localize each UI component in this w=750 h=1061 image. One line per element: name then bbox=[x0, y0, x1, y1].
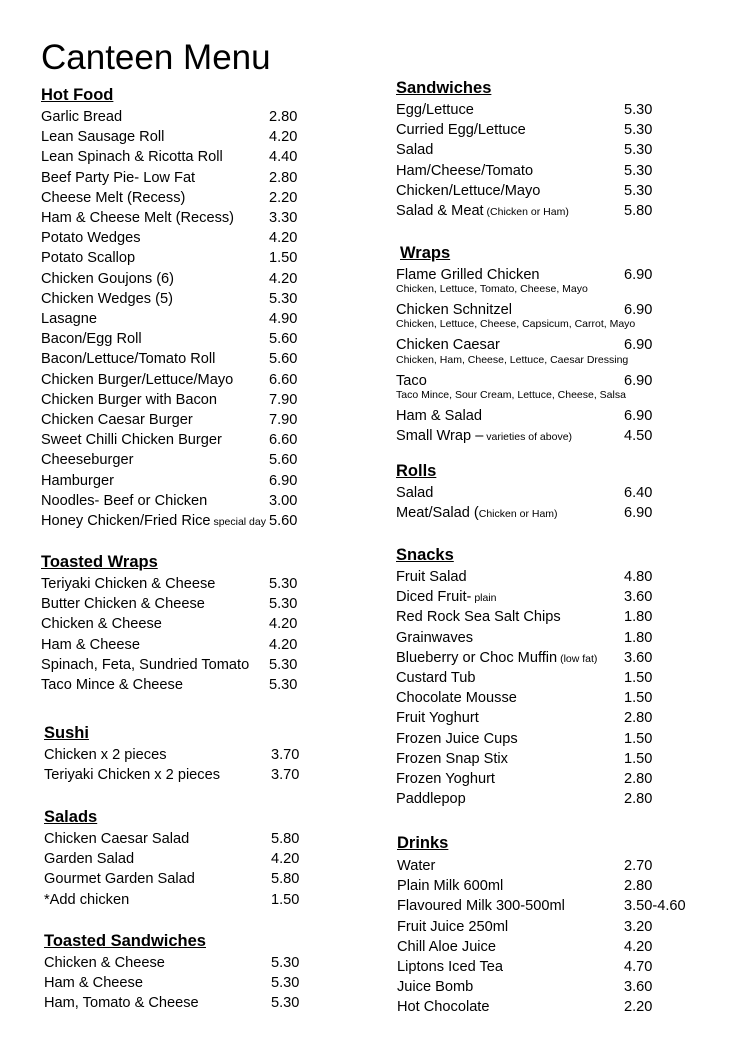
menu-item bbox=[396, 648, 714, 668]
section-heading-wraps: Wraps bbox=[400, 244, 451, 262]
menu-item-name: Garden Salad bbox=[44, 851, 135, 868]
menu-item-price: 6.60 bbox=[269, 432, 298, 449]
menu-item bbox=[396, 100, 714, 120]
menu-item bbox=[41, 289, 359, 309]
menu-item-price: 6.60 bbox=[269, 371, 298, 388]
menu-item-name: Ham & Salad bbox=[396, 407, 482, 424]
menu-item bbox=[397, 917, 715, 937]
menu-item-name: Custard Tub bbox=[396, 670, 476, 686]
menu-item-name: Egg/Lettuce bbox=[396, 102, 474, 118]
menu-item-price: 5.30 bbox=[624, 162, 653, 179]
menu-item bbox=[397, 937, 715, 957]
menu-item bbox=[396, 406, 714, 426]
menu-item bbox=[396, 161, 714, 181]
menu-item-name: Cheese Melt (Recess) bbox=[41, 189, 186, 206]
menu-item-name: Liptons Iced Tea bbox=[397, 959, 504, 975]
menu-item bbox=[41, 269, 359, 289]
menu-item-name: Butter Chicken & Cheese bbox=[41, 596, 205, 613]
menu-item-name: Red Rock Sea Salt Chips bbox=[396, 609, 561, 626]
menu-item-name: Salad bbox=[396, 142, 434, 159]
menu-item-description: Taco Mince, Sour Cream, Lettuce, Cheese, Salsa bbox=[396, 388, 626, 401]
menu-item bbox=[396, 749, 714, 769]
menu-item-name: Fruit Yoghurt bbox=[396, 710, 479, 727]
menu-item-name: Chocolate Mousse bbox=[396, 690, 517, 707]
menu-item-name: Ham & Cheese bbox=[44, 975, 143, 992]
menu-item bbox=[396, 503, 714, 523]
menu-item bbox=[41, 450, 359, 470]
menu-item bbox=[396, 181, 714, 201]
menu-item-name: Hamburger bbox=[41, 472, 114, 489]
menu-item-name: Flame Grilled Chicken bbox=[396, 267, 540, 283]
menu-item-name: Chicken Schnitzel bbox=[396, 302, 512, 319]
menu-item-price: 2.80 bbox=[624, 878, 653, 895]
menu-item-price: 2.80 bbox=[624, 771, 653, 787]
menu-item-name: Chicken/Lettuce/Mayo bbox=[396, 182, 541, 199]
menu-item-name: Chicken Caesar Burger bbox=[41, 412, 193, 428]
menu-item-price: 5.80 bbox=[271, 831, 300, 847]
menu-item-description: Chicken, Ham, Cheese, Lettuce, Caesar Dressing bbox=[396, 353, 629, 366]
menu-item-price: 6.90 bbox=[624, 267, 653, 283]
menu-item bbox=[396, 426, 714, 446]
menu-item-price: 4.20 bbox=[269, 616, 298, 633]
menu-item bbox=[396, 789, 714, 809]
menu-item-name: Lean Sausage Roll bbox=[41, 129, 165, 146]
menu-item bbox=[396, 708, 714, 728]
menu-item-name: Fruit Salad bbox=[396, 569, 467, 585]
menu-item bbox=[44, 869, 364, 889]
menu-item-name: Chicken Wedges (5) bbox=[41, 290, 173, 307]
menu-item-name: Paddlepop bbox=[396, 791, 466, 808]
menu-item-name: Ham & Cheese bbox=[41, 636, 140, 653]
menu-item-name: Blueberry or Choc Muffin (low fat) bbox=[396, 649, 598, 666]
menu-item-name: Chicken Caesar bbox=[396, 337, 500, 354]
menu-item bbox=[41, 127, 359, 147]
menu-item bbox=[396, 729, 714, 749]
menu-item-price: 4.20 bbox=[269, 230, 298, 247]
menu-item-description: Chicken, Lettuce, Tomato, Cheese, Mayo bbox=[396, 283, 588, 296]
menu-item-price: 5.30 bbox=[269, 656, 298, 673]
menu-item-name: Garlic Bread bbox=[41, 109, 123, 125]
section-heading-toasted-wraps: Toasted Wraps bbox=[41, 553, 158, 571]
menu-item-price: 5.30 bbox=[624, 142, 653, 159]
menu-item bbox=[397, 997, 715, 1017]
menu-item bbox=[41, 675, 359, 695]
menu-item-price: 6.90 bbox=[624, 505, 653, 522]
menu-item bbox=[44, 765, 364, 785]
menu-item-name: Noodles- Beef or Chicken bbox=[41, 492, 208, 509]
menu-item bbox=[397, 896, 715, 916]
menu-item-name: Honey Chicken/Fried Rice special day bbox=[41, 513, 266, 529]
menu-item bbox=[41, 430, 359, 450]
menu-item-name: Chicken Burger with Bacon bbox=[41, 391, 218, 408]
menu-item-name: Bacon/Egg Roll bbox=[41, 331, 142, 348]
menu-item bbox=[396, 668, 714, 688]
menu-item bbox=[41, 614, 359, 634]
menu-item bbox=[41, 511, 359, 531]
menu-item-name: Beef Party Pie- Low Fat bbox=[41, 169, 196, 186]
menu-item-price: 5.30 bbox=[271, 975, 300, 992]
menu-item-name: Chicken x 2 pieces bbox=[44, 747, 167, 763]
menu-item bbox=[396, 587, 714, 607]
menu-item bbox=[396, 483, 714, 503]
menu-item bbox=[44, 745, 364, 765]
menu-item bbox=[41, 491, 359, 511]
menu-item-note: plain bbox=[471, 592, 497, 605]
menu-item-price: 3.60 bbox=[624, 979, 653, 996]
menu-item-price: 2.80 bbox=[269, 169, 298, 186]
menu-item-price: 5.80 bbox=[624, 203, 653, 219]
section-heading-drinks: Drinks bbox=[397, 834, 449, 852]
menu-item-name: Small Wrap – varieties of above) bbox=[396, 428, 573, 444]
menu-item-name: Cheeseburger bbox=[41, 452, 134, 469]
section-heading-snacks: Snacks bbox=[396, 546, 454, 564]
menu-item-name: Lasagne bbox=[41, 311, 97, 327]
menu-item bbox=[41, 329, 359, 349]
menu-item-name: Potato Scallop bbox=[41, 250, 136, 267]
menu-item-price: 3.50-4.60 bbox=[624, 898, 686, 915]
menu-item bbox=[396, 140, 714, 160]
menu-item-note: special day bbox=[210, 516, 266, 528]
menu-item bbox=[41, 574, 359, 594]
menu-item-price: 1.50 bbox=[269, 250, 298, 267]
menu-item-name: Chill Aloe Juice bbox=[397, 938, 496, 955]
menu-item-price: 2.80 bbox=[624, 710, 653, 727]
menu-item-price: 6.90 bbox=[269, 472, 298, 489]
menu-item bbox=[41, 309, 359, 329]
menu-item-note: (low fat) bbox=[557, 652, 598, 665]
menu-item-name: Teriyaki Chicken x 2 pieces bbox=[44, 767, 221, 784]
menu-item-description: Chicken, Lettuce, Cheese, Capsicum, Carrot, Mayo bbox=[396, 318, 636, 331]
menu-item-name: Taco bbox=[396, 372, 427, 389]
menu-item bbox=[41, 370, 359, 390]
menu-item-price: 1.50 bbox=[624, 730, 653, 747]
menu-item-price: 3.60 bbox=[624, 649, 653, 666]
menu-item-price: 5.30 bbox=[271, 995, 300, 1012]
section-heading-hot-food: Hot Food bbox=[41, 86, 114, 104]
menu-item bbox=[41, 107, 359, 127]
menu-item-price: 5.60 bbox=[269, 331, 298, 348]
menu-item-price: 4.20 bbox=[624, 938, 653, 955]
menu-item bbox=[396, 769, 714, 789]
menu-item-name: Ham & Cheese Melt (Recess) bbox=[41, 210, 235, 226]
menu-item-price: 4.70 bbox=[624, 959, 653, 975]
menu-item-price: 1.80 bbox=[624, 609, 653, 626]
menu-item-name: Potato Wedges bbox=[41, 230, 141, 247]
menu-item bbox=[41, 208, 359, 228]
menu-item-note: (Chicken or Ham) bbox=[483, 206, 569, 218]
menu-item bbox=[396, 567, 714, 587]
menu-item-name: Salad & Meat (Chicken or Ham) bbox=[396, 203, 569, 219]
menu-item-name: Spinach, Feta, Sundried Tomato bbox=[41, 656, 250, 673]
menu-item-price: 2.80 bbox=[269, 109, 298, 125]
menu-item-name: Teriyaki Chicken & Cheese bbox=[41, 576, 216, 592]
menu-item bbox=[41, 594, 359, 614]
menu-item-name: Fruit Juice 250ml bbox=[397, 918, 509, 935]
menu-item-price: 3.70 bbox=[271, 767, 300, 784]
menu-item-note: Chicken or Ham) bbox=[478, 508, 558, 521]
menu-item-price: 3.70 bbox=[271, 747, 300, 763]
menu-item-price: 3.60 bbox=[624, 589, 653, 606]
menu-item-price: 6.90 bbox=[624, 302, 653, 319]
section-heading-salads: Salads bbox=[44, 808, 98, 826]
menu-item bbox=[396, 628, 714, 648]
menu-item-price: 5.30 bbox=[624, 182, 653, 199]
menu-item-price: 2.80 bbox=[624, 791, 653, 808]
menu-item bbox=[41, 228, 359, 248]
menu-item-name: Taco Mince & Cheese bbox=[41, 677, 183, 693]
menu-item-name: Lean Spinach & Ricotta Roll bbox=[41, 149, 223, 166]
menu-item-name: Flavoured Milk 300-500ml bbox=[397, 898, 565, 915]
menu-item-price: 1.50 bbox=[624, 670, 653, 686]
menu-item-name: Chicken & Cheese bbox=[44, 955, 165, 971]
menu-item-name: Curried Egg/Lettuce bbox=[396, 122, 526, 139]
menu-item bbox=[41, 635, 359, 655]
menu-item-price: 4.80 bbox=[624, 569, 653, 585]
menu-item bbox=[41, 188, 359, 208]
menu-item bbox=[41, 471, 359, 491]
menu-item bbox=[44, 993, 364, 1013]
section-heading-sandwiches: Sandwiches bbox=[396, 79, 492, 97]
menu-item bbox=[396, 607, 714, 627]
menu-item-name: Grainwaves bbox=[396, 629, 474, 646]
menu-item-note: varieties of above) bbox=[483, 431, 573, 443]
menu-item-price: 4.20 bbox=[269, 129, 298, 146]
menu-item-price: 1.50 bbox=[624, 690, 653, 707]
menu-item-name: Frozen Juice Cups bbox=[396, 730, 518, 747]
menu-item-price: 5.30 bbox=[269, 576, 298, 592]
section-heading-sushi: Sushi bbox=[44, 724, 89, 742]
menu-item-price: 4.20 bbox=[269, 270, 298, 287]
menu-item-price: 6.90 bbox=[624, 407, 653, 424]
menu-item-name: Diced Fruit- plain bbox=[396, 589, 497, 606]
menu-item-name: Frozen Snap Stix bbox=[396, 750, 508, 767]
menu-item-price: 6.90 bbox=[624, 372, 653, 389]
menu-item bbox=[44, 849, 364, 869]
menu-item-price: 2.70 bbox=[624, 858, 653, 874]
menu-item bbox=[44, 829, 364, 849]
menu-item bbox=[396, 201, 714, 221]
menu-item bbox=[41, 410, 359, 430]
menu-item-price: 2.20 bbox=[269, 189, 298, 206]
menu-item-price: 5.30 bbox=[624, 122, 653, 139]
menu-item-price: 3.00 bbox=[269, 492, 298, 509]
menu-item-price: 7.90 bbox=[269, 391, 298, 408]
menu-item-name: Plain Milk 600ml bbox=[397, 878, 504, 895]
menu-item-name: Meat/Salad (Chicken or Ham) bbox=[396, 505, 558, 522]
menu-item-price: 7.90 bbox=[269, 412, 298, 428]
menu-item-price: 6.90 bbox=[624, 337, 653, 354]
menu-item-name: Salad bbox=[396, 485, 434, 501]
menu-item-name: Juice Bomb bbox=[397, 979, 474, 996]
menu-item bbox=[396, 120, 714, 140]
menu-item-name: Hot Chocolate bbox=[397, 999, 490, 1016]
menu-item-name: Bacon/Lettuce/Tomato Roll bbox=[41, 351, 216, 368]
menu-item bbox=[397, 957, 715, 977]
menu-item bbox=[41, 168, 359, 188]
menu-item-name: Chicken Caesar Salad bbox=[44, 831, 190, 847]
menu-item-name: Chicken Burger/Lettuce/Mayo bbox=[41, 371, 234, 388]
menu-item bbox=[397, 977, 715, 997]
menu-item-price: 5.30 bbox=[269, 677, 298, 693]
menu-item bbox=[41, 390, 359, 410]
menu-item-price: 6.40 bbox=[624, 485, 653, 501]
menu-item bbox=[41, 655, 359, 675]
menu-item-price: 5.30 bbox=[624, 102, 653, 118]
menu-item-name: Ham, Tomato & Cheese bbox=[44, 995, 199, 1012]
section-heading-rolls: Rolls bbox=[396, 462, 437, 480]
menu-item-name: Frozen Yoghurt bbox=[396, 771, 495, 787]
menu-item-price: 4.20 bbox=[271, 851, 300, 868]
menu-item-name: *Add chicken bbox=[44, 891, 130, 908]
menu-item bbox=[41, 248, 359, 268]
menu-item-name: Chicken & Cheese bbox=[41, 616, 162, 633]
menu-item-price: 4.20 bbox=[269, 636, 298, 653]
menu-item-price: 1.50 bbox=[271, 891, 300, 908]
menu-item-price: 5.30 bbox=[269, 596, 298, 613]
menu-item-name: Sweet Chilli Chicken Burger bbox=[41, 432, 222, 449]
menu-item-price: 5.30 bbox=[271, 955, 300, 971]
menu-item-name: Ham/Cheese/Tomato bbox=[396, 162, 534, 179]
menu-item bbox=[397, 856, 715, 876]
page-title: Canteen Menu bbox=[41, 38, 271, 77]
menu-item-price: 5.80 bbox=[271, 871, 300, 888]
menu-item bbox=[44, 973, 364, 993]
menu-item bbox=[397, 876, 715, 896]
menu-item-price: 1.80 bbox=[624, 629, 653, 646]
menu-item-price: 4.50 bbox=[624, 428, 653, 444]
menu-item bbox=[396, 688, 714, 708]
menu-item-price: 5.60 bbox=[269, 351, 298, 368]
menu-item-price: 2.20 bbox=[624, 999, 653, 1016]
menu-item-price: 5.60 bbox=[269, 513, 298, 529]
menu-item bbox=[41, 349, 359, 369]
menu-item-price: 4.40 bbox=[269, 149, 298, 166]
menu-item-price: 5.60 bbox=[269, 452, 298, 469]
menu-item-name: Water bbox=[397, 858, 436, 874]
menu-item-price: 3.30 bbox=[269, 210, 298, 226]
menu-item-price: 3.20 bbox=[624, 918, 653, 935]
menu-item bbox=[41, 147, 359, 167]
menu-item bbox=[44, 953, 364, 973]
menu-item-name: Gourmet Garden Salad bbox=[44, 871, 195, 888]
menu-item-name: Chicken Goujons (6) bbox=[41, 270, 175, 287]
menu-item-price: 5.30 bbox=[269, 290, 298, 307]
menu-item bbox=[44, 890, 364, 910]
menu-item-price: 1.50 bbox=[624, 750, 653, 767]
section-heading-toasted-sandwiches: Toasted Sandwiches bbox=[44, 932, 206, 950]
menu-item-price: 4.90 bbox=[269, 311, 298, 327]
